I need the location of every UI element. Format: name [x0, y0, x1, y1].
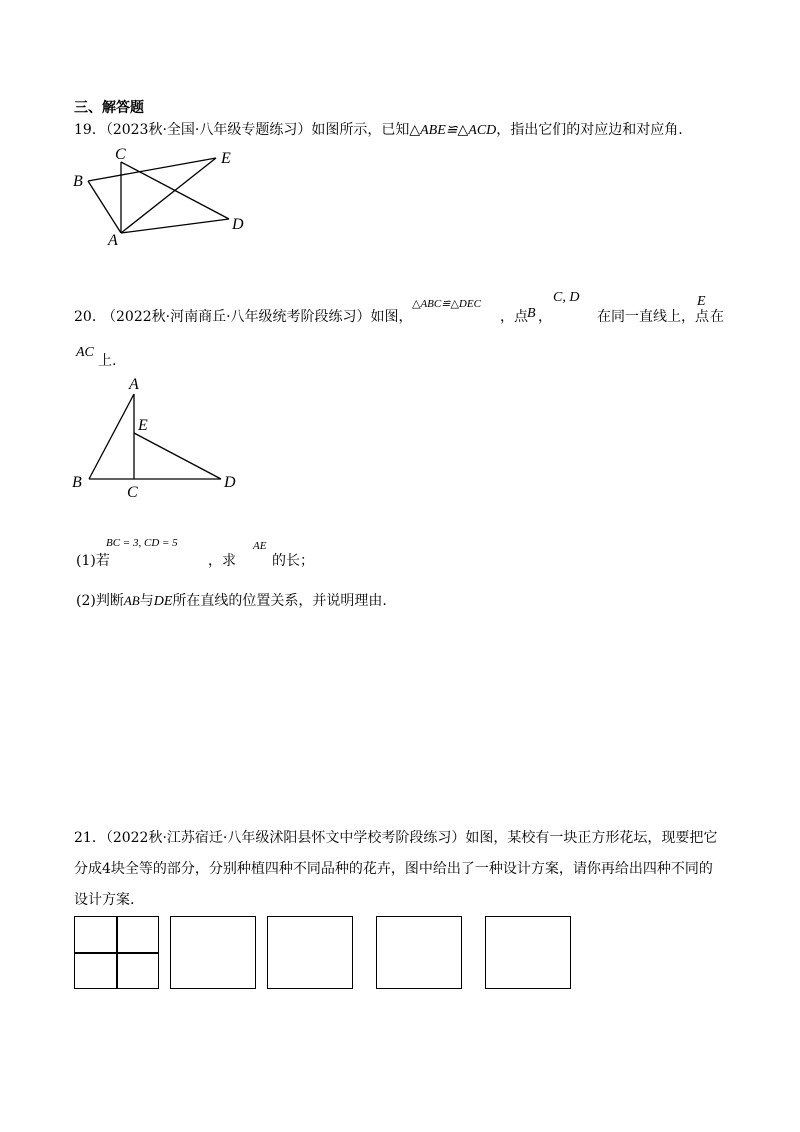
- design-square-blank-3[interactable]: [376, 916, 462, 989]
- q20-part1-prefix: (1)若: [76, 553, 110, 569]
- q20-mid4: 在: [710, 309, 724, 325]
- q20-part1-suffix: 的长；: [272, 553, 314, 569]
- q20-part2-suffix: 所在直线的位置关系，并说明理由.: [172, 593, 387, 609]
- q19-label-D: D: [232, 216, 244, 233]
- q20-congruence: △ABC≌△DEC: [412, 298, 481, 310]
- q20-part1-target: AE: [253, 540, 267, 552]
- q20-points-CD: C, D: [553, 290, 580, 305]
- q20-point-B: B: [527, 306, 536, 321]
- q20-part1-mid: ，求: [208, 553, 236, 569]
- q20-label-D: D: [224, 474, 236, 491]
- q20-number: 20．: [74, 309, 106, 325]
- q20-part2-prefix: (2)判断: [76, 593, 124, 609]
- segment-BA: [89, 394, 134, 479]
- q20-part1-condition: BC = 3, CD = 5: [106, 537, 178, 549]
- q21-line3: 设计方案.: [74, 892, 135, 908]
- q20-point-E: E: [697, 294, 706, 309]
- design-square-example: [74, 916, 159, 989]
- q19-source: （2023秋·全国·八年级专题练习）如图所示，已知: [105, 122, 410, 138]
- q19-label-E: E: [221, 150, 231, 167]
- q21-line2: 分成4块全等的部分，分别种植四种不同品种的花卉，图中给出了一种设计方案，请你再给出四种不同的: [74, 861, 713, 877]
- q20-label-B: B: [72, 474, 82, 491]
- q19-label-C: C: [115, 146, 126, 163]
- q19-label-A: A: [108, 232, 118, 249]
- design-square-blank-4[interactable]: [485, 916, 571, 989]
- q20-mid3: 在同一直线上，点: [597, 309, 709, 325]
- q19-congruence: △ABE≌△ACD: [409, 123, 497, 138]
- q20-part2-mid: 与: [139, 593, 154, 609]
- segment-ED: [134, 433, 221, 479]
- q20-label-A: A: [129, 376, 139, 393]
- q19-tail: ，指出它们的对应边和对应角.: [496, 122, 683, 138]
- design-square-blank-1[interactable]: [170, 916, 256, 989]
- q20-source: （2022秋·河南商丘·八年级统考阶段练习）如图，: [102, 309, 413, 325]
- q20-label-E: E: [138, 417, 148, 434]
- q20-triangle-lines: [89, 394, 221, 479]
- q20-label-C: C: [127, 484, 138, 501]
- q20-mid1: ，点: [500, 309, 528, 325]
- q21-number: 21．: [74, 830, 106, 846]
- design-square-blank-2[interactable]: [267, 916, 353, 989]
- q20-seg-AC: AC: [76, 345, 94, 360]
- q20-part2: [76, 590, 387, 610]
- q20-part2-AB: AB: [123, 593, 140, 608]
- q21-line1: [74, 827, 717, 847]
- q20-mid2: ，: [538, 309, 552, 325]
- q20-mid5: 上.: [98, 353, 117, 369]
- section-title: 三、解答题: [74, 100, 144, 116]
- q19-number: 19．: [74, 122, 106, 138]
- design-divider-horizontal: [75, 952, 158, 954]
- q20-part2-DE: DE: [153, 594, 173, 609]
- q19-label-B: B: [73, 173, 83, 190]
- q21-line1-text: （2022秋·江苏宿迁·八年级沭阳县怀文中学校考阶段练习）如图，某校有一块正方形花坛，现要把它: [105, 830, 718, 846]
